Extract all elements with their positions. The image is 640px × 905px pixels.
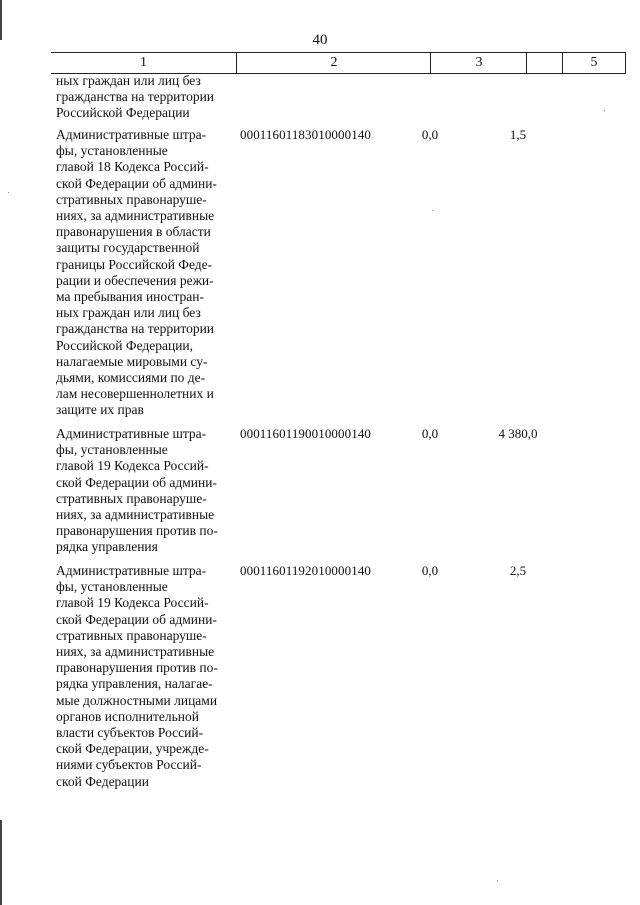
row-description: Административные штра- фы, установленные главой 19 Кодекса Россий- ской Федерации об админи- стративных правонаруше- ниях, за административные правонарушения против по- рядка управления bbox=[56, 426, 218, 555]
scan-speck bbox=[432, 210, 433, 211]
header-col-5: 5 bbox=[562, 52, 626, 74]
row-description: Административные штра- фы, установленные главой 19 Кодекса Россий- ской Федерации об админи- стративных правонаруше- ниях, за административные правонарушения против по- рядка управления, налагае- мые должностными лицами органов исполнительной власти субъектов Россий- ской Федерации, учрежде- ниями субъектов Россий- ской Федерации bbox=[56, 563, 218, 789]
scan-edge-mark bbox=[0, 820, 2, 905]
row-code: 00011601183010000140 bbox=[240, 127, 372, 142]
scan-speck bbox=[604, 110, 605, 111]
row-description: Административные штра- фы, установленные главой 18 Кодекса Россий- ской Федерации об админи- стративных правонаруше- ниях, за административные правонарушения в области защиты государственной границы Российской Феде- рации и обеспечения режи- ма пребывания иностран- ных граждан или лиц без гражданства на территории Российской Федерации, налагаемые мировыми су- дьями, комиссиями по де- лам несовершеннолетних и защите их прав bbox=[56, 127, 217, 418]
row-col3-value: 0,0 bbox=[421, 127, 439, 142]
continuation-text: ных граждан или лиц без гражданства на территории Российской Федерации bbox=[56, 73, 215, 121]
scan-speck bbox=[497, 880, 498, 881]
header-col-2: 2 bbox=[236, 53, 431, 73]
row-col4-value: 1,5 bbox=[509, 127, 527, 142]
table-header bbox=[51, 52, 624, 74]
row-col3-value: 0,0 bbox=[421, 563, 439, 578]
header-col-3: 3 bbox=[430, 53, 527, 73]
row-col4-value: 4 380,0 bbox=[498, 426, 538, 441]
row-col4-value: 2,5 bbox=[509, 563, 527, 578]
row-col3-value: 0,0 bbox=[421, 426, 439, 441]
header-col-1: 1 bbox=[140, 55, 147, 70]
scan-speck bbox=[8, 192, 9, 193]
row-code: 00011601190010000140 bbox=[240, 426, 372, 441]
scan-edge-mark bbox=[0, 0, 2, 40]
row-code: 00011601192010000140 bbox=[240, 563, 372, 578]
page-number: 40 bbox=[312, 32, 328, 48]
